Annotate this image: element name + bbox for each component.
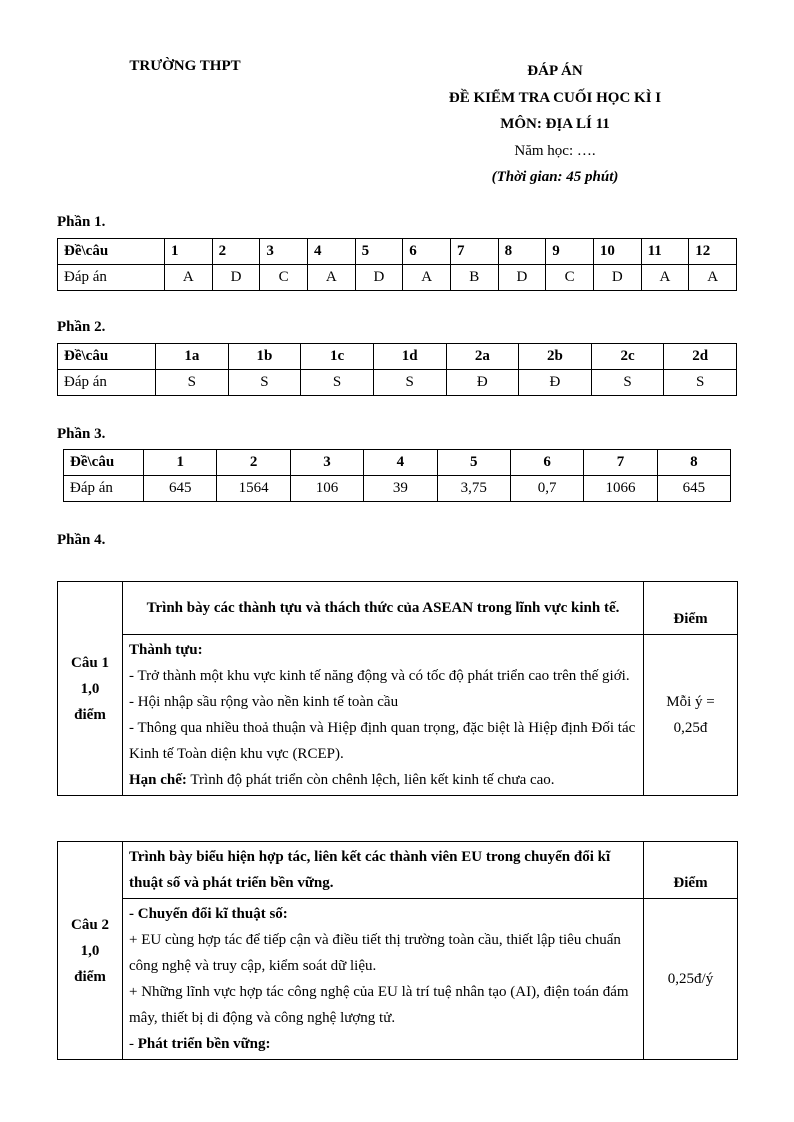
answer-cell: Đ [446,370,519,396]
answer-cell: 645 [144,476,217,502]
question-number: 1 [144,450,217,476]
answer-cell: C [546,265,594,291]
question-points: 1,0 [80,680,100,697]
row-label: Đáp án [58,265,165,291]
answer-cell: 645 [657,476,730,502]
answer-cell: A [403,265,451,291]
row-label: Đề\câu [58,239,165,265]
sustainable-development-heading: Phát triển bền vững: [137,1036,271,1052]
part3-answer-row [64,476,731,502]
answer-cell: D [498,265,546,291]
question-number: 6 [403,239,451,265]
question2-answer [123,899,644,1060]
question-points-unit: điểm [74,968,106,985]
question-number: 8 [657,450,730,476]
limitations-text: Trình độ phát triển còn chênh lệch, liên kết kinh tế chưa cao. [186,772,555,788]
row-label: Đề\câu [58,344,156,370]
limitations-line [129,767,637,793]
part1-table [57,238,737,291]
answer-line: + EU cùng hợp tác để tiếp cận và điều tiết thị trường toàn cầu, thiết lập tiêu chuẩn công nghệ và truy cập, kiểm soát dữ liệu. [129,932,621,974]
question-number: 2 [212,239,260,265]
question1-answer [123,635,644,796]
answer-cell: 1564 [217,476,290,502]
answer-cell: 3,75 [437,476,510,502]
answer-cell: C [260,265,308,291]
question-number: 3 [290,450,363,476]
answer-line: - Trở thành một khu vực kinh tế năng động và có tốc độ phát triển cao trên thế giới. [129,668,630,684]
question-number: Câu 1 [71,654,109,671]
question-number: 4 [364,450,437,476]
question-number: 2c [591,344,664,370]
question-number: 1d [373,344,446,370]
answer-cell: Đ [519,370,592,396]
score-text: Mỗi ý = [666,694,715,710]
part2-table [57,343,737,396]
subject-name: MÔN: ĐỊA LÍ 11 [500,116,610,132]
part2-question-row [58,344,737,370]
question1-table [57,581,738,796]
answer-cell: 1066 [584,476,657,502]
part1-answer-row [58,265,737,291]
exam-name: ĐỀ KIỂM TRA CUỐI HỌC KÌ I [448,89,662,106]
question-number: 1b [228,344,301,370]
question2-label [58,842,123,1060]
question-number: 4 [307,239,355,265]
question-number: 9 [546,239,594,265]
question-points: 1,0 [80,942,100,959]
score-header: Điểm [644,582,738,635]
question-number: 2a [446,344,519,370]
answer-cell: D [212,265,260,291]
answer-cell: A [307,265,355,291]
answer-cell: S [591,370,664,396]
document-header [405,58,705,191]
limitations-heading: Hạn chế: [129,772,187,788]
question-number: 5 [437,450,510,476]
question-number: 8 [498,239,546,265]
answer-cell: S [664,370,737,396]
question-number: 5 [355,239,403,265]
doc-title: ĐÁP ÁN [527,63,583,79]
score-value: 0,25đ [673,720,708,736]
row-label: Đáp án [58,370,156,396]
achievements-heading: Thành tựu: [129,642,203,658]
answer-line: - Thông qua nhiều thoả thuận và Hiệp định quan trọng, đặc biệt là Hiệp định Đối tác Kinh tế Toàn diện khu vực (RCEP). [129,720,636,762]
answer-cell: 106 [290,476,363,502]
answer-cell: A [689,265,737,291]
part2-title: Phần 2. [57,319,106,335]
answer-line: - Hội nhập sầu rộng vào nền kinh tế toàn cầu [129,694,399,710]
question2-prompt: Trình bày biểu hiện hợp tác, liên kết các thành viên EU trong chuyển đổi kĩ thuật số và phát triển bền vững. [123,842,644,899]
answer-cell: D [355,265,403,291]
question-number: 10 [593,239,641,265]
part1-title: Phần 1. [57,214,106,230]
digital-transformation-heading: - Chuyển đổi kĩ thuật số: [129,906,288,922]
question1-score [644,635,738,796]
answer-cell: S [156,370,229,396]
answer-cell: 0,7 [510,476,583,502]
question-number: 2b [519,344,592,370]
question-points-unit: điểm [74,706,106,723]
question-number: Câu 2 [71,916,109,933]
answer-cell: D [593,265,641,291]
school-name: TRƯỜNG THPT [129,58,241,74]
question-number: 1 [165,239,213,265]
question-number: 3 [260,239,308,265]
question-number: 7 [450,239,498,265]
part2-answer-row [58,370,737,396]
answer-cell: A [165,265,213,291]
answer-cell: 39 [364,476,437,502]
bullet-dash: - [129,1036,138,1052]
part3-table [63,449,731,502]
question-number: 7 [584,450,657,476]
part3-question-row [64,450,731,476]
part3-title: Phần 3. [57,426,106,442]
question-number: 1a [156,344,229,370]
question1-label [58,582,123,796]
question2-table [57,841,738,1060]
answer-cell: B [450,265,498,291]
answer-cell: S [228,370,301,396]
score-header: Điểm [644,842,738,899]
answer-cell: S [301,370,374,396]
part1-question-row [58,239,737,265]
school-year: Năm học: …. [514,142,596,159]
question2-score: 0,25đ/ý [644,899,738,1060]
answer-line: + Những lĩnh vực hợp tác công nghệ của EU là trí tuệ nhân tạo (AI), điện toán đám mây, thiết bị di động và công nghệ lượng tử. [129,984,629,1026]
answer-cell: A [641,265,689,291]
exam-duration: (Thời gian: 45 phút) [491,169,619,185]
question1-prompt: Trình bày các thành tựu và thách thức của ASEAN trong lĩnh vực kinh tế. [123,582,644,635]
question-number: 12 [689,239,737,265]
answer-cell: S [373,370,446,396]
sustainable-heading-line [129,1031,637,1057]
question-number: 2 [217,450,290,476]
row-label: Đáp án [64,476,144,502]
part4-title: Phần 4. [57,532,106,548]
question-number: 2d [664,344,737,370]
question-number: 11 [641,239,689,265]
row-label: Đề\câu [64,450,144,476]
question-number: 1c [301,344,374,370]
question-number: 6 [510,450,583,476]
